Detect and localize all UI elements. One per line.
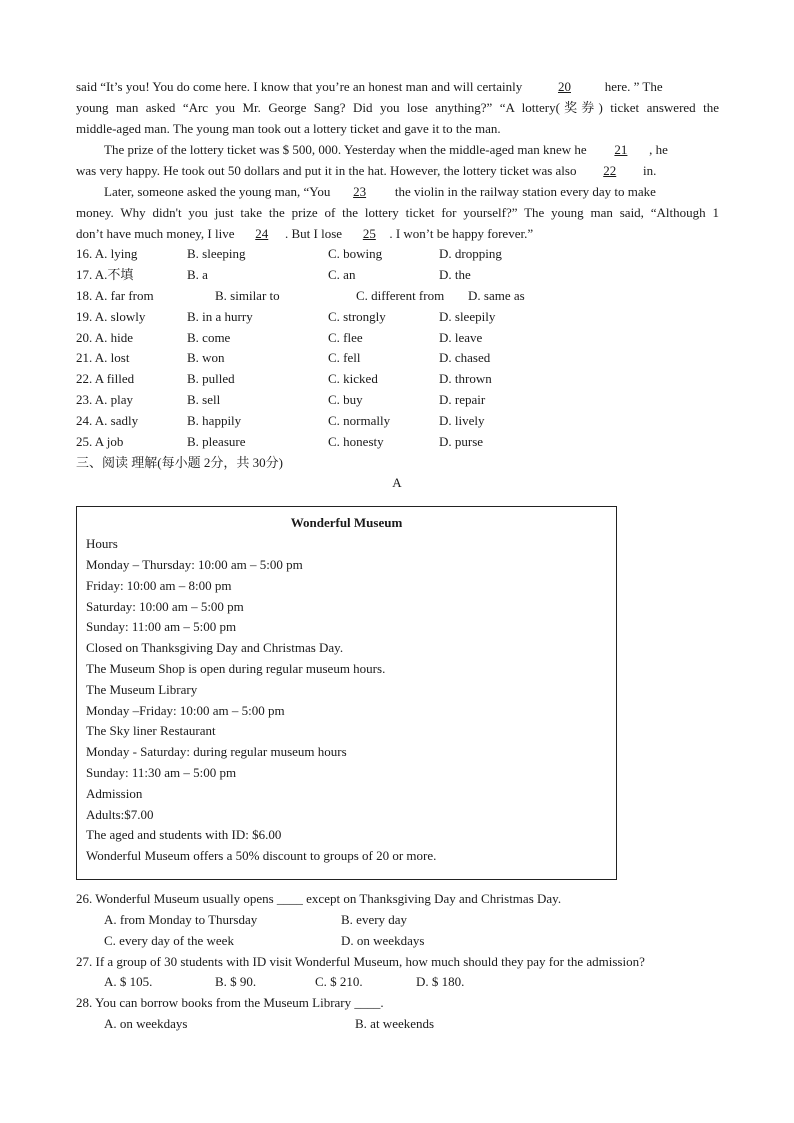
blank-21: 21 [614, 142, 628, 157]
museum-line: The Museum Library [86, 682, 198, 697]
museum-line: Sunday: 11:00 am – 5:00 pm [86, 619, 237, 634]
museum-info-box [76, 506, 617, 880]
question-26: 26. Wonderful Museum usually opens ____ except on Thanksgiving Day and Christmas Day. [76, 891, 562, 906]
museum-line: Saturday: 10:00 am – 5:00 pm [86, 599, 244, 614]
museum-line: Wonderful Museum offers a 50% discount to groups of 20 or more. [86, 848, 437, 863]
museum-line: The aged and students with ID: $6.00 [86, 827, 282, 842]
museum-line: The Sky liner Restaurant [86, 723, 216, 738]
museum-line: Friday: 10:00 am – 8:00 pm [86, 578, 232, 593]
question-28: 28. You can borrow books from the Museum Library ____. [76, 995, 384, 1010]
passage-line-2: young man asked “Arc you Mr. George Sang? Did you lose anything?” “A lottery(奖券) ticket answered the [76, 100, 719, 115]
passage-line-1: said “It’s you! You do come here. I know that you’re an honest man and will certainly 20 here. ” The [76, 77, 663, 97]
section-heading: 三、阅读 理解(每小题 2分，共 30分) [76, 455, 283, 470]
museum-line: Sunday: 11:30 am – 5:00 pm [86, 765, 237, 780]
museum-line: Monday - Saturday: during regular museum hours [86, 744, 347, 759]
blank-22: 22 [603, 163, 617, 178]
museum-line: Monday –Friday: 10:00 am – 5:00 pm [86, 703, 285, 718]
museum-line: The Museum Shop is open during regular museum hours. [86, 661, 386, 676]
blank-20: 20 [557, 79, 571, 94]
passage-line-4: The prize of the lottery ticket was $ 500, 000. Yesterday when the middle-aged man knew he 21 , he [104, 140, 668, 160]
museum-line: Hours [86, 536, 118, 551]
blank-23: 23 [353, 184, 367, 199]
question-27: 27. If a group of 30 students with ID visit Wonderful Museum, how much should they pay for the admission? [76, 954, 645, 969]
passage-line-5: was very happy. He took out 50 dollars and put it in the hat. However, the lottery ticket was also 22 in. [76, 161, 656, 181]
passage-line-3: middle-aged man. The young man took out a lottery ticket and gave it to the man. [76, 121, 501, 136]
blank-25: 25 [362, 226, 376, 241]
museum-line: Closed on Thanksgiving Day and Christmas Day. [86, 640, 344, 655]
passage-line-6: Later, someone asked the young man, “You 23 the violin in the railway station every day to make [104, 182, 656, 202]
museum-line: Monday – Thursday: 10:00 am – 5:00 pm [86, 557, 303, 572]
blank-24: 24 [255, 226, 269, 241]
museum-line: Admission [86, 786, 143, 801]
part-label: A [392, 475, 402, 490]
museum-line: Adults:$7.00 [86, 807, 154, 822]
passage-line-8: don’t have much money, I live 24 . But I lose 25 . I won’t be happy forever.” [76, 224, 533, 244]
passage-line-7: money. Why didn't you just take the prize of the lottery ticket for yourself?” The young man said, “Although 1 [76, 205, 719, 220]
museum-title: Wonderful Museum [290, 515, 403, 530]
